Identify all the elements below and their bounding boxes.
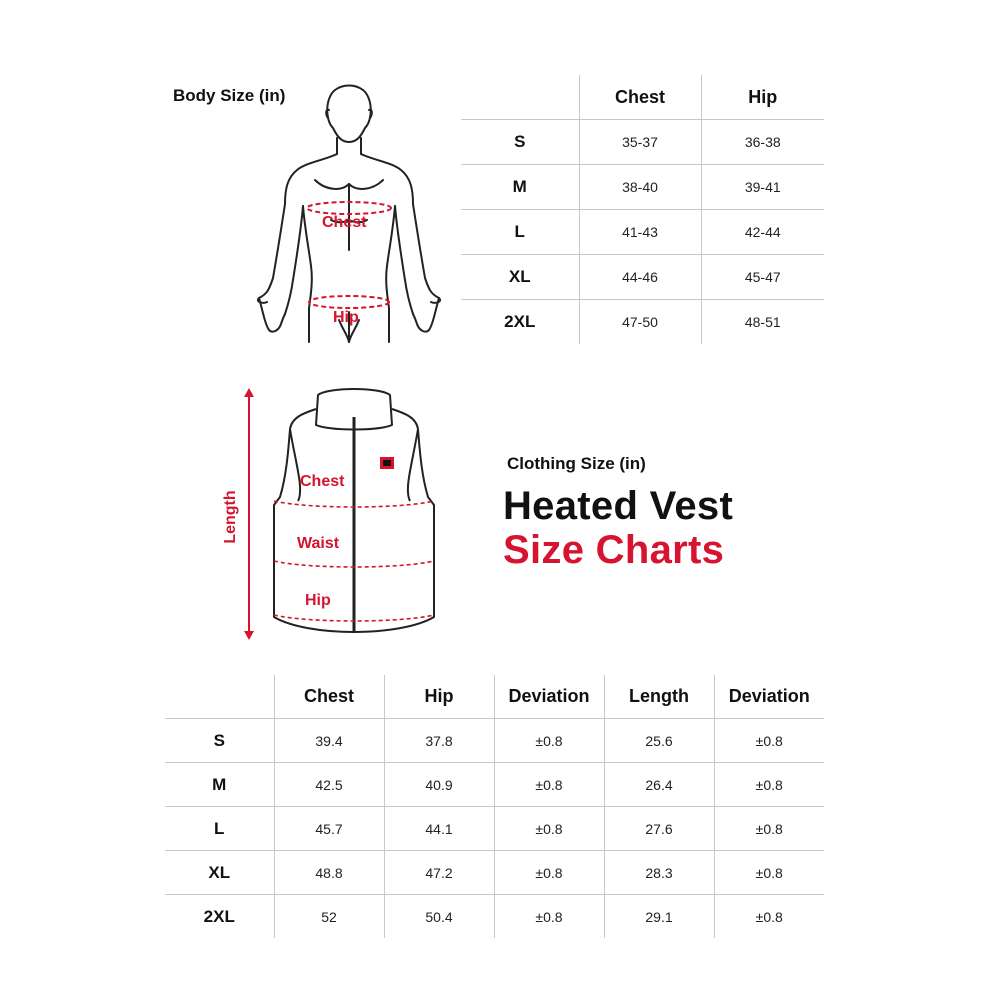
chest-cell: 52 (274, 895, 384, 939)
hip-cell: 48-51 (701, 300, 824, 345)
table-header-cell: Deviation (714, 675, 824, 719)
size-cell: S (461, 120, 579, 165)
size-cell: XL (461, 255, 579, 300)
length-arrow-icon (238, 388, 260, 640)
deviation-cell: ±0.8 (714, 719, 824, 763)
chest-cell: 39.4 (274, 719, 384, 763)
table-header-cell (165, 675, 274, 719)
chest-cell: 38-40 (579, 165, 701, 210)
deviation-cell: ±0.8 (714, 851, 824, 895)
table-row (461, 255, 824, 300)
table-header-cell (461, 75, 579, 120)
vest-hip-label: Hip (305, 592, 331, 609)
chest-cell: 48.8 (274, 851, 384, 895)
deviation-cell: ±0.8 (714, 763, 824, 807)
deviation-cell: ±0.8 (494, 895, 604, 939)
table-header-cell: Deviation (494, 675, 604, 719)
size-cell: 2XL (461, 300, 579, 345)
vest-illustration (268, 385, 440, 637)
table-row (461, 120, 824, 165)
chest-cell: 44-46 (579, 255, 701, 300)
figure-hip-label: Hip (333, 309, 359, 326)
size-cell: 2XL (165, 895, 274, 939)
table-row (461, 300, 824, 345)
table-header-cell: Hip (701, 75, 824, 120)
table-row (165, 763, 824, 807)
size-cell: M (461, 165, 579, 210)
hip-cell: 45-47 (701, 255, 824, 300)
hip-cell: 39-41 (701, 165, 824, 210)
table-header-row (165, 675, 824, 719)
chest-cell: 45.7 (274, 807, 384, 851)
figure-chest-label: Chest (322, 214, 367, 231)
table-header-cell: Length (604, 675, 714, 719)
deviation-cell: ±0.8 (494, 851, 604, 895)
vest-waist-label: Waist (297, 535, 340, 552)
table-row (165, 895, 824, 939)
length-cell: 27.6 (604, 807, 714, 851)
table-row (461, 165, 824, 210)
hip-cell: 37.8 (384, 719, 494, 763)
table-row (165, 719, 824, 763)
body-size-table (461, 75, 824, 344)
clothing-size-table (165, 675, 824, 938)
chest-cell: 35-37 (579, 120, 701, 165)
length-cell: 26.4 (604, 763, 714, 807)
clothing-size-subtitle: Clothing Size (in) (507, 454, 646, 473)
hip-cell: 42-44 (701, 210, 824, 255)
chest-cell: 47-50 (579, 300, 701, 345)
body-size-title: Body Size (in) (173, 86, 286, 105)
deviation-cell: ±0.8 (494, 807, 604, 851)
chest-cell: 41-43 (579, 210, 701, 255)
length-cell: 28.3 (604, 851, 714, 895)
hip-cell: 47.2 (384, 851, 494, 895)
size-cell: M (165, 763, 274, 807)
table-header-cell: Chest (579, 75, 701, 120)
hip-cell: 50.4 (384, 895, 494, 939)
table-header-row (461, 75, 824, 120)
size-cell: L (461, 210, 579, 255)
vest-chest-label: Chest (300, 473, 345, 490)
table-row (165, 807, 824, 851)
hip-cell: 40.9 (384, 763, 494, 807)
vest-length-label: Length (222, 490, 239, 544)
table-header-cell: Hip (384, 675, 494, 719)
length-cell: 25.6 (604, 719, 714, 763)
size-cell: L (165, 807, 274, 851)
deviation-cell: ±0.8 (494, 719, 604, 763)
table-row (461, 210, 824, 255)
size-cell: S (165, 719, 274, 763)
body-figure-illustration (245, 80, 455, 345)
length-cell: 29.1 (604, 895, 714, 939)
brand-logo-icon (380, 457, 394, 469)
hip-cell: 44.1 (384, 807, 494, 851)
deviation-cell: ±0.8 (714, 807, 824, 851)
hip-cell: 36-38 (701, 120, 824, 165)
size-cell: XL (165, 851, 274, 895)
table-header-cell: Chest (274, 675, 384, 719)
page-title-accent: Size Charts (503, 528, 725, 572)
table-row (165, 851, 824, 895)
chest-cell: 42.5 (274, 763, 384, 807)
deviation-cell: ±0.8 (714, 895, 824, 939)
deviation-cell: ±0.8 (494, 763, 604, 807)
page-title: Heated Vest (503, 484, 734, 528)
